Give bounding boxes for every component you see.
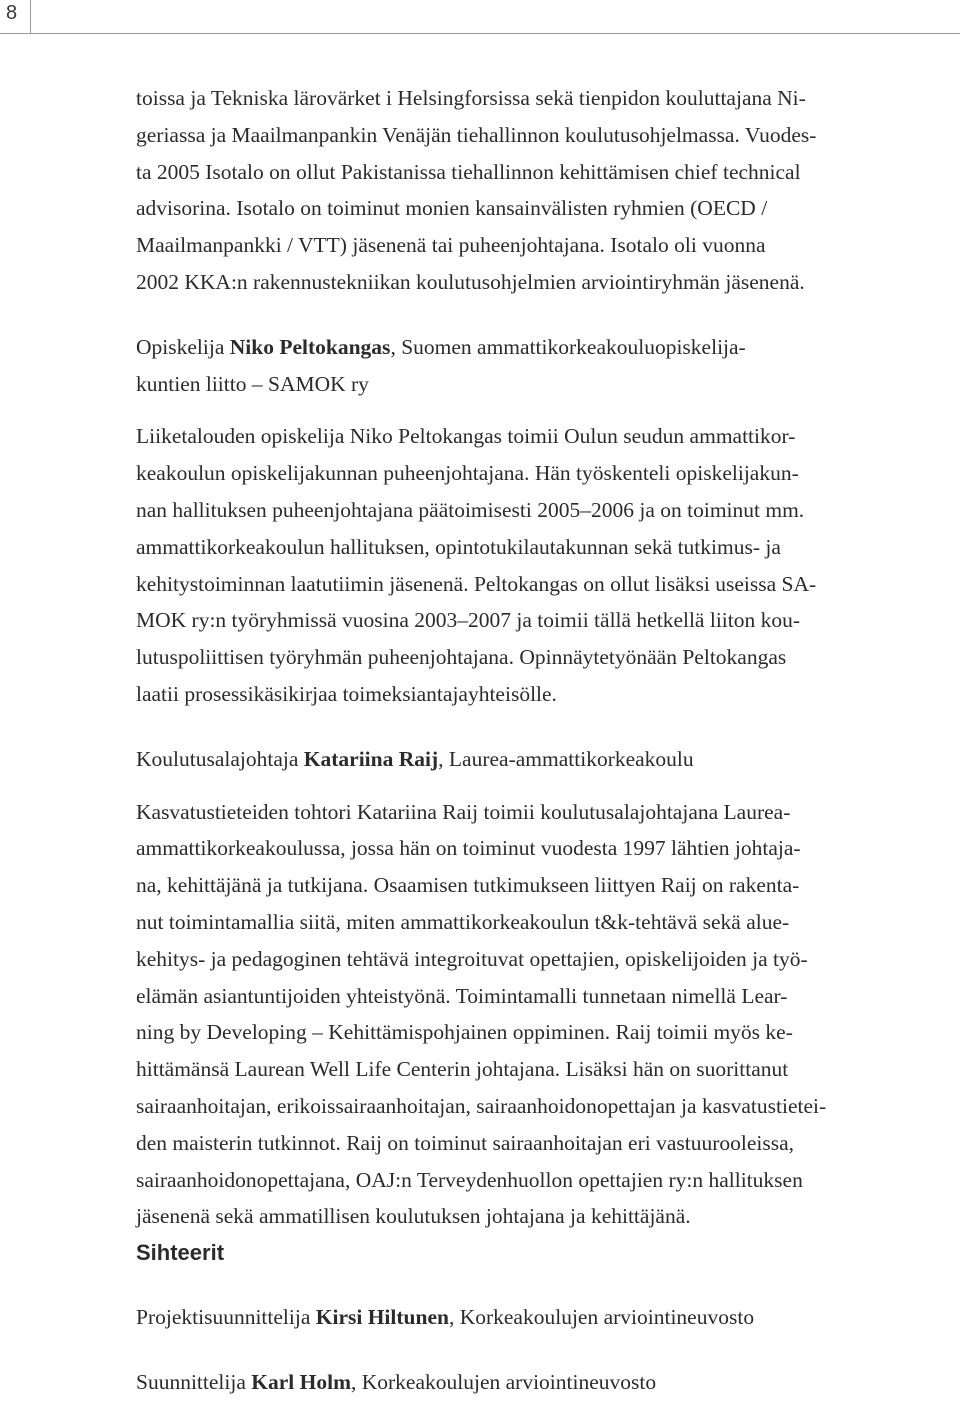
raij-bio	[136, 794, 956, 1236]
title-line	[136, 1364, 956, 1401]
title-line	[136, 1299, 956, 1336]
text-line: Maailmanpankki / VTT) jäsenenä tai puheenjohtajana. Isotalo oli vuonna	[136, 233, 766, 258]
page-content	[136, 80, 956, 1401]
secretary-entry	[136, 1364, 956, 1401]
raij-title	[136, 741, 956, 778]
intro-paragraph	[136, 80, 956, 301]
person-name: Niko Peltokangas	[229, 334, 391, 359]
text-line: sairaanhoitajan, erikoissairaanhoitajan, sairaanhoidonopettajan ja kasvatustietei-	[136, 1093, 827, 1118]
text-line: lutuspoliittisen työryhmän puheenjohtajana. Opinnäytetyönään Peltokangas	[136, 645, 787, 670]
text-line: Liiketalouden opiskelija Niko Peltokangas toimii Oulun seudun ammattikor-	[136, 424, 796, 449]
role-label: Koulutusalajohtaja	[136, 746, 304, 771]
page-number-box	[0, 0, 31, 34]
organization-label: , Korkeakoulujen arviointineuvosto	[351, 1369, 657, 1394]
title-line	[136, 329, 956, 366]
peltokangas-title	[136, 329, 956, 403]
text-line: keakoulun opiskelijakunnan puheenjohtajana. Hän työskenteli opiskelijakun-	[136, 461, 799, 486]
text-line: geriassa ja Maailmanpankin Venäjän tiehallinnon koulutusohjelmassa. Vuodes-	[136, 122, 817, 147]
person-name: Katariina Raij	[303, 746, 439, 771]
organization-label: , Suomen ammattikorkeakouluopiskelija-	[390, 334, 746, 359]
text-line: ammattikorkeakoulussa, jossa hän on toiminut vuodesta 1997 lähtien johtaja-	[136, 836, 801, 861]
page-number: 8	[6, 2, 18, 24]
title-line: kuntien liitto – SAMOK ry	[136, 371, 369, 396]
role-label: Projektisuunnittelija	[136, 1305, 316, 1330]
text-line: nut toimintamallia siitä, miten ammattikorkeakoulun t&k-tehtävä sekä alue-	[136, 909, 790, 934]
text-line: kehitystoiminnan laatutiimin jäsenenä. Peltokangas on ollut lisäksi useissa SA-	[136, 571, 817, 596]
text-line: na, kehittäjänä ja tutkijana. Osaamisen tutkimukseen liittyen Raij on rakenta-	[136, 873, 800, 898]
organization-label: , Korkeakoulujen arviointineuvosto	[448, 1305, 755, 1330]
text-line: sairaanhoidonopettajana, OAJ:n Terveydenhuollon opettajien ry:n hallituksen	[136, 1167, 803, 1192]
title-line	[136, 741, 956, 778]
person-name: Karl Holm	[251, 1369, 351, 1394]
text-line: den maisterin tutkinnot. Raij on toiminut sairaanhoitajan eri vastuurooleissa,	[136, 1130, 795, 1155]
text-line: toissa ja Tekniska lärovärket i Helsingforsissa sekä tienpidon kouluttajana Ni-	[136, 86, 806, 110]
text-line: hittämänsä Laurean Well Life Centerin johtajana. Lisäksi hän on suorittanut	[136, 1057, 789, 1082]
text-line: 2002 KKA:n rakennustekniikan koulutusohjelmien arviointiryhmän jäsenenä.	[136, 269, 805, 294]
text-line: nan hallituksen puheenjohtajana päätoimisesti 2005–2006 ja on toiminut mm.	[136, 497, 805, 522]
text-line: ning by Developing – Kehittämispohjainen oppiminen. Raij toimii myös ke-	[136, 1020, 793, 1045]
text-line: jäsenenä sekä ammatillisen koulutuksen johtajana ja kehittäjänä.	[136, 1204, 691, 1229]
text-line: ta 2005 Isotalo on ollut Pakistanissa tiehallinnon kehittämisen chief technical	[136, 159, 801, 184]
secretaries-heading: Sihteerit	[136, 1240, 225, 1266]
text-line: kehitys- ja pedagoginen tehtävä integroituvat opettajien, opiskelijoiden ja työ-	[136, 946, 808, 971]
peltokangas-bio	[136, 418, 956, 712]
role-label: Opiskelija	[136, 334, 230, 359]
role-label: Suunnittelija	[136, 1369, 252, 1394]
text-line: elämän asiantuntijoiden yhteistyönä. Toimintamalli tunnetaan nimellä Lear-	[136, 983, 788, 1008]
text-line: advisorina. Isotalo on toiminut monien kansainvälisten ryhmien (OECD /	[136, 196, 768, 221]
secretary-entry	[136, 1299, 956, 1336]
text-line: Kasvatustieteiden tohtori Katariina Raij toimii koulutusalajohtajana Laurea-	[136, 799, 791, 824]
text-line: MOK ry:n työryhmissä vuosina 2003–2007 ja toimii tällä hetkellä liiton kou-	[136, 608, 801, 633]
person-name: Kirsi Hiltunen	[315, 1305, 449, 1330]
text-line: ammattikorkeakoulun hallituksen, opintotukilautakunnan sekä tutkimus- ja	[136, 534, 781, 559]
header-rule	[30, 33, 960, 34]
organization-label: , Laurea-ammattikorkeakoulu	[438, 746, 694, 771]
text-line: laatii prosessikäsikirjaa toimeksiantajayhteisölle.	[136, 681, 557, 706]
